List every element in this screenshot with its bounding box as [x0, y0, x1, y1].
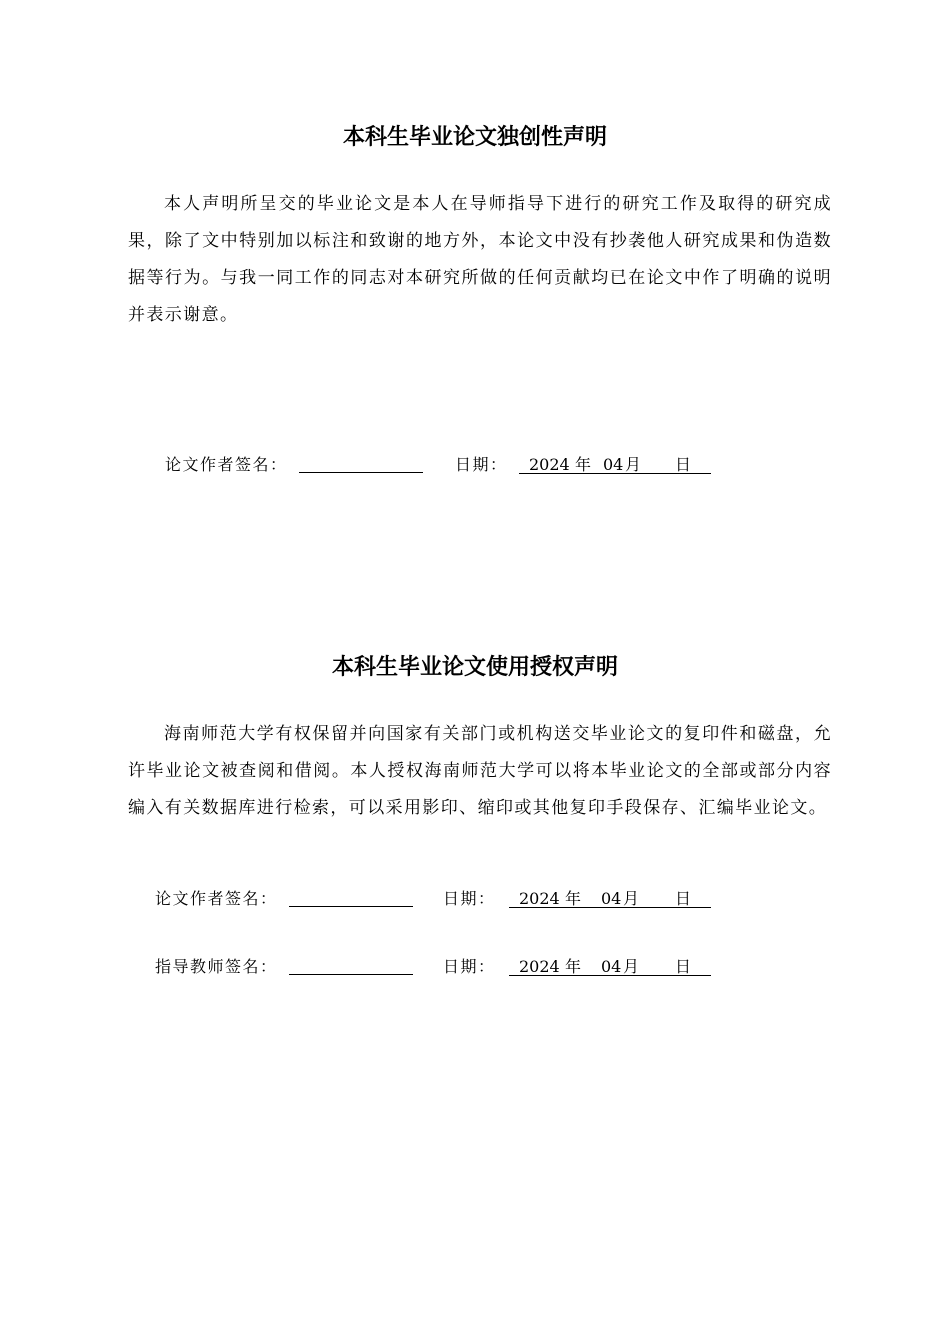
year-char: 年 — [575, 455, 592, 474]
date-label: 日期： — [443, 889, 496, 908]
day-char: 日 — [675, 957, 692, 976]
advisor-signature-blank[interactable] — [289, 954, 413, 975]
month-char: 月 — [623, 957, 640, 976]
originality-signature-row — [165, 452, 725, 478]
author-signature-label: 论文作者签名： — [165, 455, 288, 474]
date-month: 04 — [601, 889, 622, 908]
year-char: 年 — [565, 889, 582, 908]
authorization-title: 本科生毕业论文使用授权声明 — [331, 655, 618, 680]
date-year: 2024 — [519, 889, 560, 908]
originality-body: 本人声明所呈交的毕业论文是本人在导师指导下进行的研究工作及取得的研究成果，除了文中特别加以标注和致谢的地方外，本论文中没有抄袭他人研究成果和伪造数据等行为。与我一同工作的同志对本研究所做的任何贡献均已在论文中作了明确的说明并表示谢意。 — [128, 194, 832, 325]
month-char: 月 — [625, 455, 642, 474]
date-label: 日期： — [443, 957, 496, 976]
month-char: 月 — [623, 889, 640, 908]
authorization-advisor-row — [155, 954, 725, 980]
originality-title: 本科生毕业论文独创性声明 — [342, 125, 607, 150]
day-char: 日 — [675, 889, 692, 908]
author-signature-label: 论文作者签名： — [155, 889, 278, 908]
authorization-author-row — [155, 886, 725, 912]
date-value[interactable] — [519, 452, 711, 474]
year-char: 年 — [565, 957, 582, 976]
date-value[interactable] — [509, 886, 711, 908]
day-char: 日 — [675, 455, 692, 474]
advisor-signature-label: 指导教师签名： — [155, 957, 278, 976]
date-month: 04 — [603, 455, 624, 474]
date-month: 04 — [601, 957, 622, 976]
authorization-body: 海南师范大学有权保留并向国家有关部门或机构送交毕业论文的复印件和磁盘，允许毕业论文被查阅和借阅。本人授权海南师范大学可以将本毕业论文的全部或部分内容编入有关数据库进行检索，可以采用影印、缩印或其他复印手段保存、汇编毕业论文。 — [128, 724, 832, 818]
date-value[interactable] — [509, 954, 711, 976]
date-year: 2024 — [519, 957, 560, 976]
author-signature-blank[interactable] — [299, 452, 423, 473]
date-year: 2024 — [529, 455, 570, 474]
author-signature-blank[interactable] — [289, 886, 413, 907]
date-label: 日期： — [455, 455, 508, 474]
